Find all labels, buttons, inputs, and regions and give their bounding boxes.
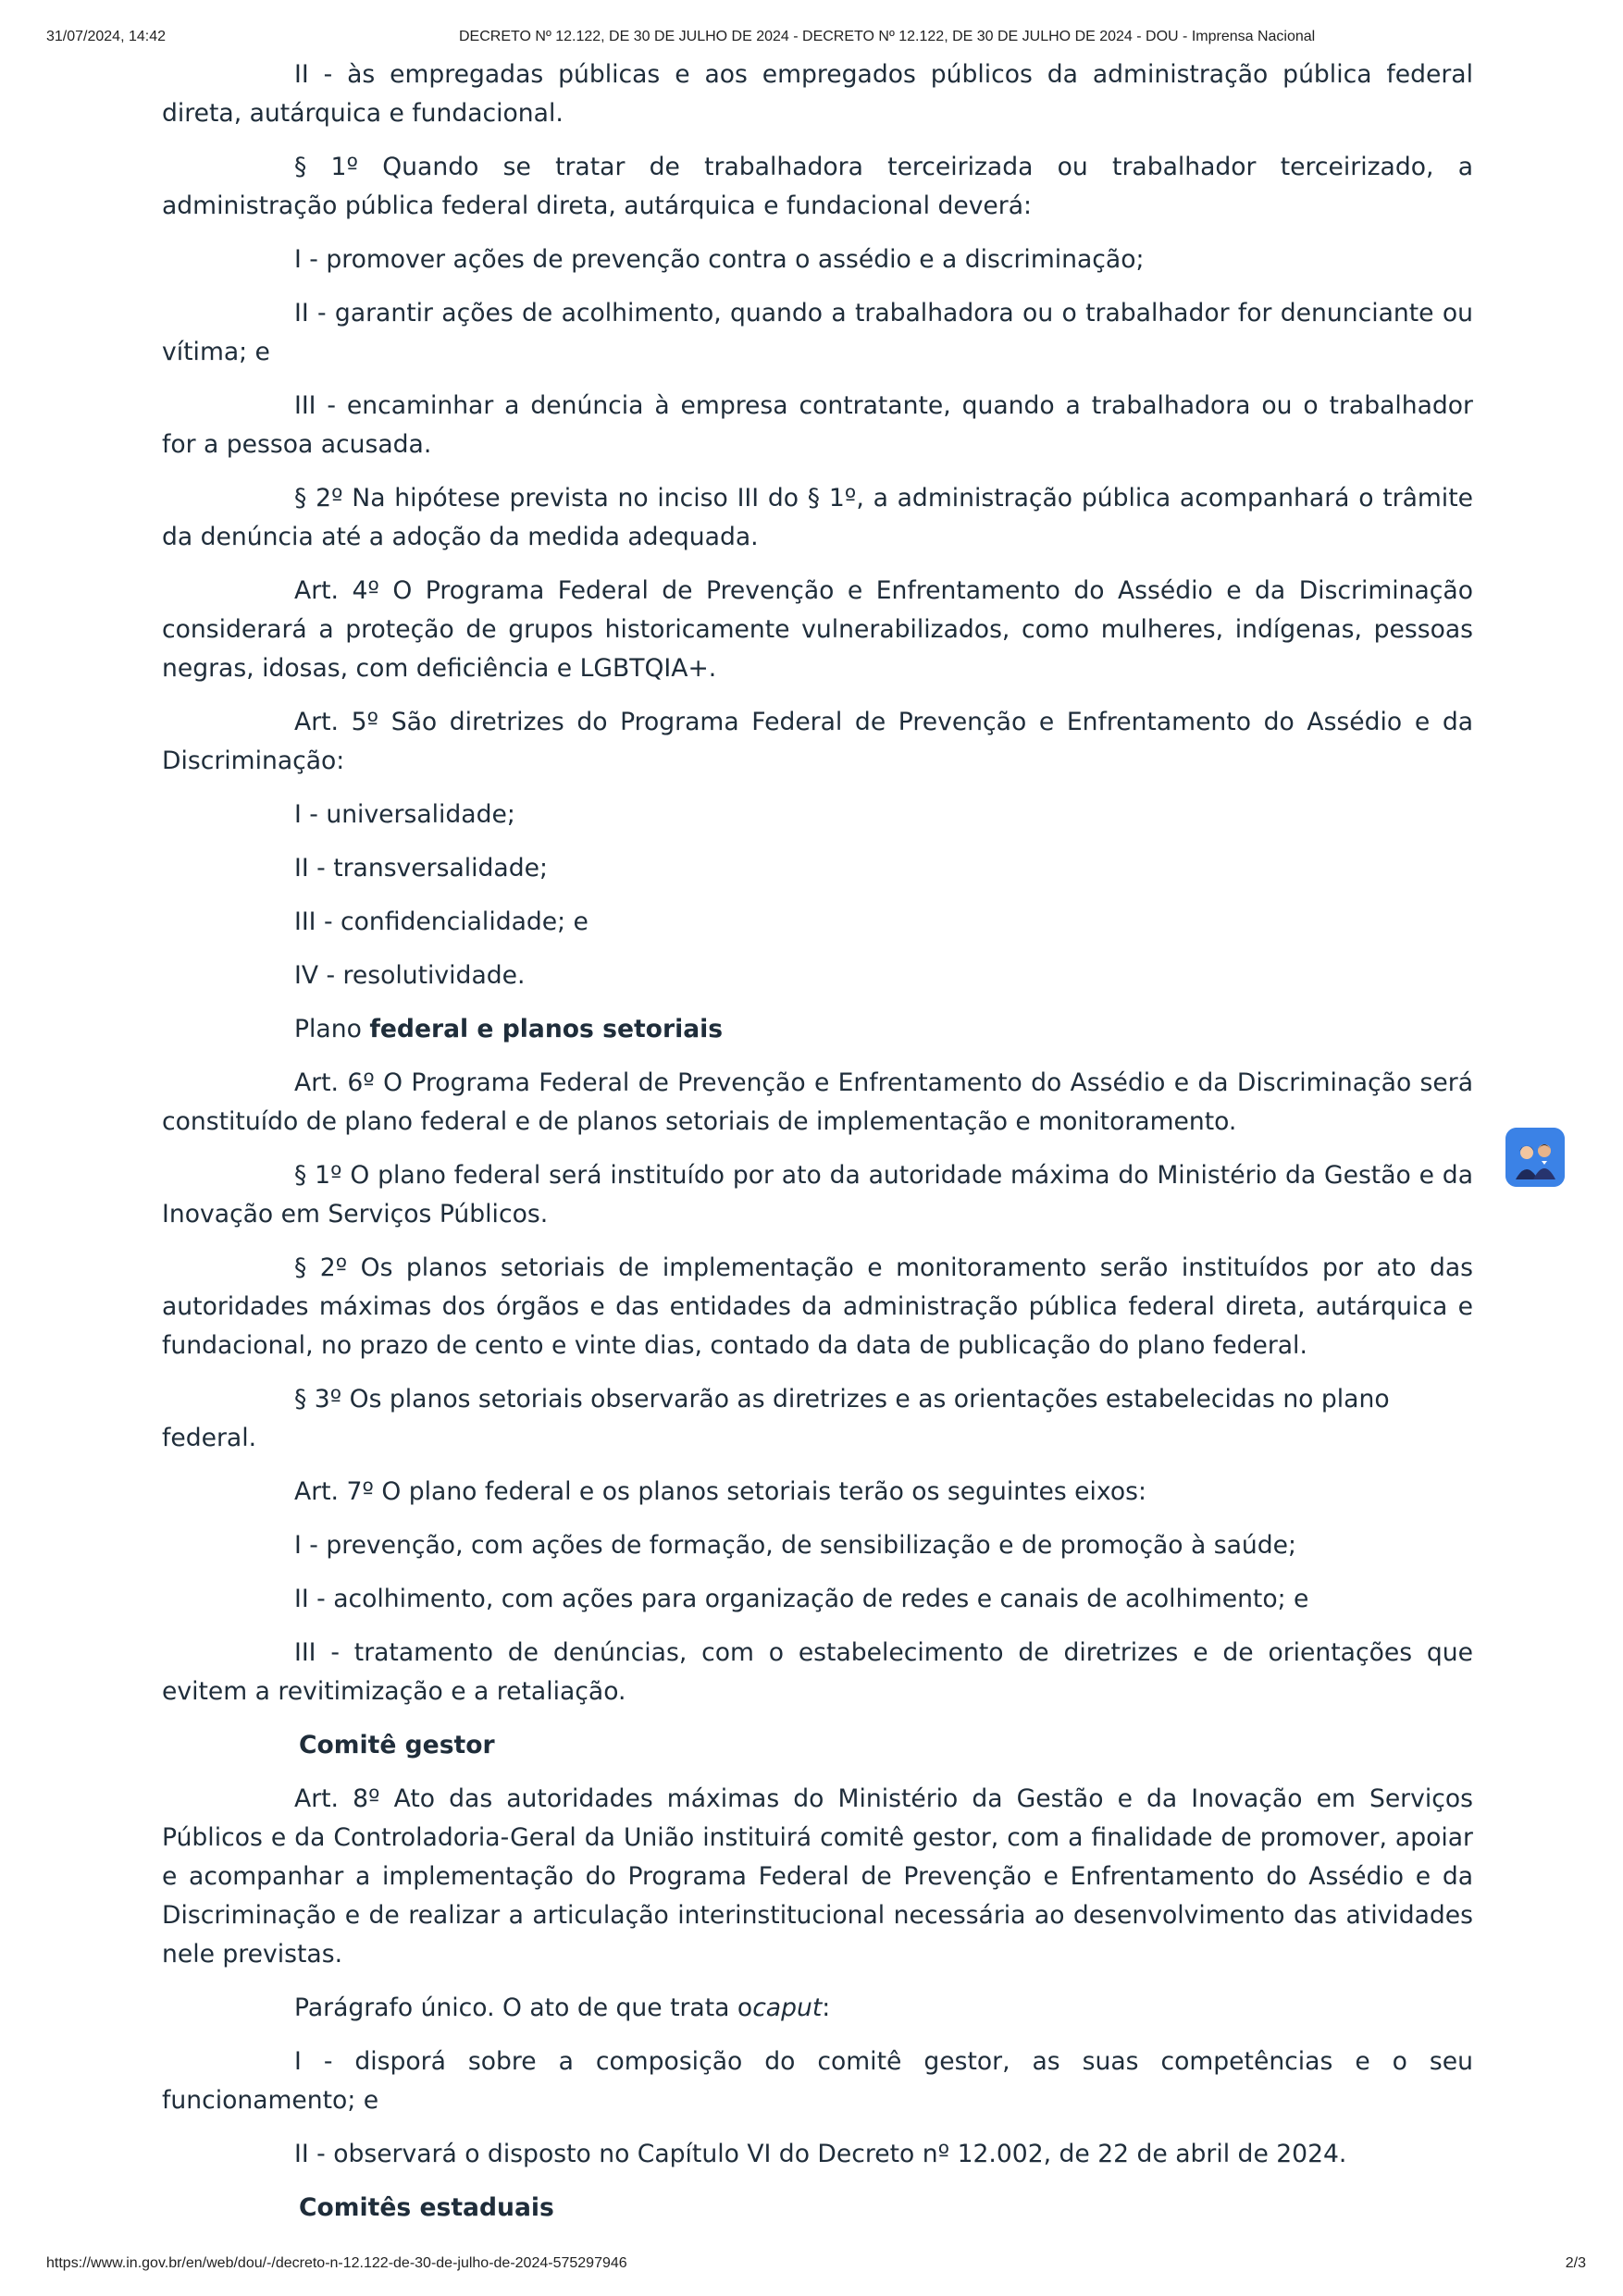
accessibility-widget-button[interactable] xyxy=(1505,1128,1565,1187)
print-page-title: DECRETO Nº 12.122, DE 30 DE JULHO DE 2024 - DECRETO Nº 12.122, DE 30 DE JULHO DE 2024 - DOU - Imprensa Nacional xyxy=(459,29,1316,44)
print-page-number: 2/3 xyxy=(1565,2255,1586,2271)
accessibility-avatar-icon xyxy=(1505,1128,1565,1187)
decree-body xyxy=(162,56,1473,2242)
paragraph-section-1: § 1º Quando se tratar de trabalhadora terceirizada ou trabalhador terceirizado, a administração pública federal direta, autárquica e fundacional deverá: xyxy=(162,153,1473,220)
section-heading-state-committees: Comitês estaduais xyxy=(299,2193,554,2222)
list-item-decree-reference: II - observará o disposto no Capítulo VI do Decreto nº 12.002, de 22 de abril de 2024. xyxy=(294,2140,1347,2168)
list-item-committee-composition: I - disporá sobre a composição do comitê gestor, as suas competências e o seu funcionamento; e xyxy=(162,2047,1473,2115)
paragraph-art-5: Art. 5º São diretrizes do Programa Federal de Prevenção e Enfrentamento do Assédio e da Discriminação: xyxy=(162,708,1473,775)
sole-paragraph-text: Parágrafo único. O ato de que trata o xyxy=(294,1994,753,2022)
list-item-confidentiality: III - confidencialidade; e xyxy=(294,907,588,936)
list-item-axis-welcome: II - acolhimento, com ações para organização de redes e canais de acolhimento; e xyxy=(294,1585,1309,1613)
list-item-transversality: II - transversalidade; xyxy=(294,854,548,883)
paragraph-sole xyxy=(162,1989,1473,2028)
list-item-resolutivity: IV - resolutividade. xyxy=(294,961,526,990)
heading-bold-text: federal e planos setoriais xyxy=(369,1015,724,1043)
paragraph-section-2: § 2º Na hipótese prevista no inciso III do § 1º, a administração pública acompanhará o trâmite da denúncia até a adoção da medida adequada. xyxy=(162,484,1473,551)
paragraph-item-iii-forward: III - encaminhar a denúncia à empresa contratante, quando a trabalhadora ou o trabalhador for a pessoa acusada. xyxy=(162,391,1473,459)
print-datetime: 31/07/2024, 14:42 xyxy=(46,29,167,44)
paragraph-art-6: Art. 6º O Programa Federal de Prevenção e Enfrentamento do Assédio e da Discriminação será constituído de plano federal e de planos setoriais de implementação e monitoramento. xyxy=(162,1068,1473,1136)
sole-paragraph-colon: : xyxy=(822,1994,831,2022)
paragraph-art-8: Art. 8º Ato das autoridades máximas do Ministério da Gestão e da Inovação em Serviços Públicos e da Controladoria-Geral da União instituirá comitê gestor, com a finalidade de promover, apoiar e acompanhar a implementação do Programa Federal de Prevenção e Enfrentamento do Assédio e da Discriminação e de realizar a articulação interinstitucional necessária ao desenvolvimento das atividades nele previstas. xyxy=(162,1784,1473,1969)
section-heading-plans xyxy=(162,1010,1473,1049)
list-item-axis-complaints: III - tratamento de denúncias, com o estabelecimento de diretrizes e de orientações que evitem a revitimização e a retaliação. xyxy=(162,1638,1473,1706)
print-url: https://www.in.gov.br/en/web/dou/-/decreto-n-12.122-de-30-de-julho-de-2024-575297946 xyxy=(46,2255,627,2271)
list-item-axis-prevention: I - prevenção, com ações de formação, de sensibilização e de promoção à saúde; xyxy=(294,1531,1296,1560)
paragraph-art-6-section-3: § 3º Os planos setoriais observarão as diretrizes e as orientações estabelecidas no plano federal. xyxy=(162,1385,1390,1452)
paragraph-item-ii-employees: II - às empregadas públicas e aos empregados públicos da administração pública federal direta, autárquica e fundacional. xyxy=(162,60,1473,128)
paragraph-art-6-section-1: § 1º O plano federal será instituído por ato da autoridade máxima do Ministério da Gestão e da Inovação em Serviços Públicos. xyxy=(162,1161,1473,1228)
section-heading-management-committee: Comitê gestor xyxy=(299,1731,495,1759)
list-item-universality: I - universalidade; xyxy=(294,800,515,829)
paragraph-art-6-section-2: § 2º Os planos setoriais de implementação e monitoramento serão instituídos por ato das autoridades máximas dos órgãos e das entidades da administração pública federal direta, autárquica e fundacional, no prazo de cento e vinte dias, contado da data de publicação do plano federal. xyxy=(162,1253,1473,1360)
caput-term: caput xyxy=(752,1994,823,2022)
paragraph-art-7: Art. 7º O plano federal e os planos setoriais terão os seguintes eixos: xyxy=(294,1477,1146,1506)
heading-plain-text: Plano xyxy=(294,1015,370,1043)
paragraph-item-ii-welcome: II - garantir ações de acolhimento, quando a trabalhadora ou o trabalhador for denunciante ou vítima; e xyxy=(162,299,1473,366)
paragraph-item-i-prevention: I - promover ações de prevenção contra o assédio e a discriminação; xyxy=(294,245,1145,274)
paragraph-art-4: Art. 4º O Programa Federal de Prevenção e Enfrentamento do Assédio e da Discriminação considerará a proteção de grupos historicamente vulnerabilizados, como mulheres, indígenas, pessoas negras, idosas, com deficiência e LGBTQIA+. xyxy=(162,576,1473,683)
